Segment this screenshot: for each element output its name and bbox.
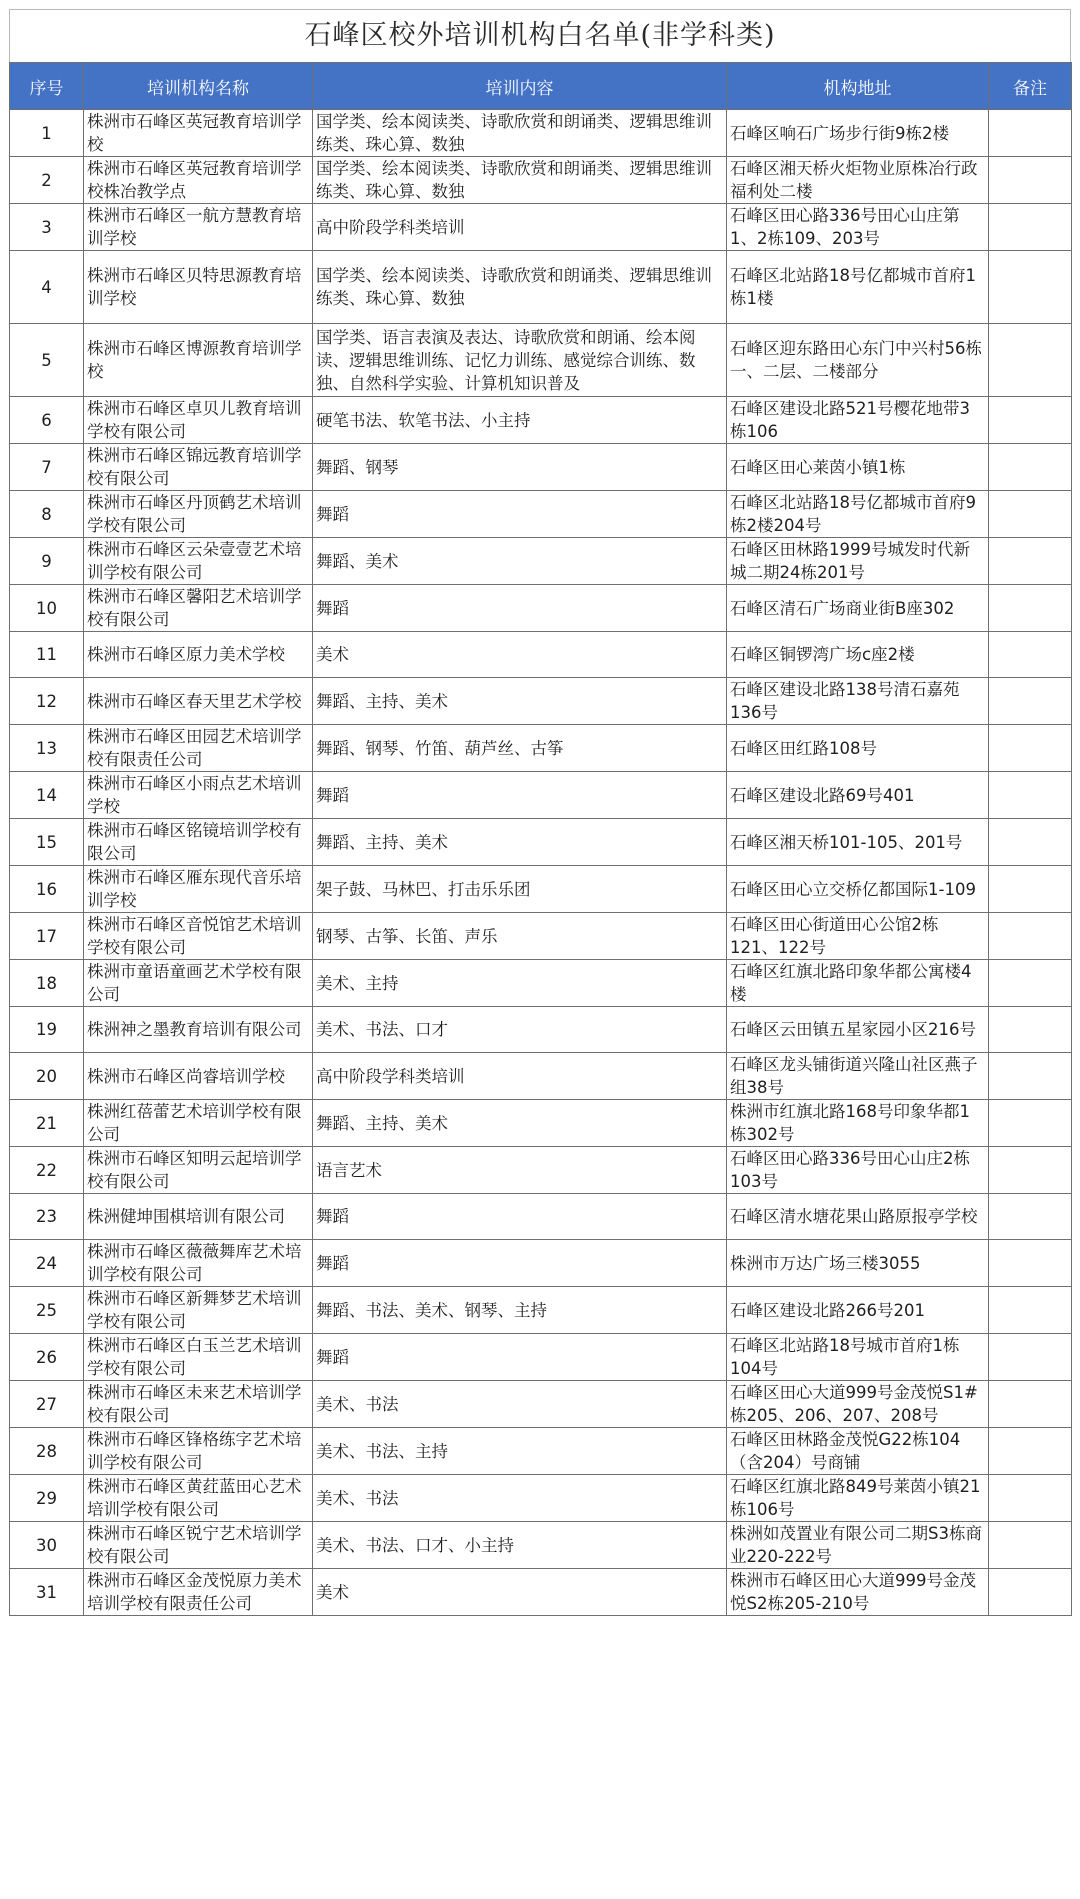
cell-address: 石峰区红旗北路849号莱茵小镇21栋106号 <box>727 1475 989 1522</box>
cell-no: 20 <box>10 1053 84 1100</box>
cell-address: 石峰区田心大道999号金茂悦S1#栋205、206、207、208号 <box>727 1381 989 1428</box>
cell-name: 株洲市石峰区知明云起培训学校有限公司 <box>84 1147 313 1194</box>
cell-note <box>989 866 1072 913</box>
cell-no: 9 <box>10 538 84 585</box>
cell-name: 株洲市石峰区馨阳艺术培训学校有限公司 <box>84 585 313 632</box>
table-row <box>10 725 1072 772</box>
cell-note <box>989 1475 1072 1522</box>
cell-address: 石峰区建设北路69号401 <box>727 772 989 819</box>
cell-content: 舞蹈 <box>313 1240 727 1287</box>
cell-address: 石峰区响石广场步行街9栋2楼 <box>727 110 989 157</box>
cell-name: 株洲市童语童画艺术学校有限公司 <box>84 960 313 1007</box>
cell-address: 石峰区建设北路266号201 <box>727 1287 989 1334</box>
cell-no: 7 <box>10 444 84 491</box>
cell-no: 12 <box>10 678 84 725</box>
cell-content: 舞蹈 <box>313 491 727 538</box>
cell-no: 31 <box>10 1569 84 1616</box>
cell-content: 美术、书法、口才 <box>313 1007 727 1053</box>
cell-note <box>989 1287 1072 1334</box>
column-header-name: 培训机构名称 <box>84 63 313 110</box>
cell-note <box>989 585 1072 632</box>
cell-content: 国学类、绘本阅读类、诗歌欣赏和朗诵类、逻辑思维训练类、珠心算、数独 <box>313 110 727 157</box>
cell-no: 22 <box>10 1147 84 1194</box>
table-row <box>10 1334 1072 1381</box>
cell-content: 美术 <box>313 632 727 678</box>
cell-note <box>989 251 1072 324</box>
cell-name: 株洲市石峰区白玉兰艺术培训学校有限公司 <box>84 1334 313 1381</box>
cell-name: 株洲市石峰区金茂悦原力美术培训学校有限责任公司 <box>84 1569 313 1616</box>
cell-note <box>989 1240 1072 1287</box>
cell-name: 株洲市石峰区博源教育培训学校 <box>84 324 313 397</box>
table-row <box>10 1147 1072 1194</box>
cell-content: 硬笔书法、软笔书法、小主持 <box>313 397 727 444</box>
table-row <box>10 819 1072 866</box>
cell-no: 30 <box>10 1522 84 1569</box>
cell-address: 石峰区田红路108号 <box>727 725 989 772</box>
cell-note <box>989 1194 1072 1240</box>
cell-content: 舞蹈、钢琴、竹笛、葫芦丝、古筝 <box>313 725 727 772</box>
cell-content: 国学类、语言表演及表达、诗歌欣赏和朗诵、绘本阅读、逻辑思维训练、记忆力训练、感觉综合训练、数独、自然科学实验、计算机知识普及 <box>313 324 727 397</box>
cell-address: 石峰区田心路336号田心山庄第1、2栋109、203号 <box>727 204 989 251</box>
cell-content: 舞蹈 <box>313 1334 727 1381</box>
cell-no: 18 <box>10 960 84 1007</box>
cell-address: 石峰区建设北路521号樱花地带3栋106 <box>727 397 989 444</box>
cell-content: 舞蹈、美术 <box>313 538 727 585</box>
cell-note <box>989 1428 1072 1475</box>
table-row <box>10 1287 1072 1334</box>
cell-address: 石峰区田心莱茵小镇1栋 <box>727 444 989 491</box>
cell-note <box>989 1334 1072 1381</box>
cell-no: 4 <box>10 251 84 324</box>
cell-address: 石峰区迎东路田心东门中兴村56栋一、二层、二楼部分 <box>727 324 989 397</box>
cell-note <box>989 204 1072 251</box>
table-row <box>10 585 1072 632</box>
cell-note <box>989 491 1072 538</box>
cell-content: 美术、书法 <box>313 1475 727 1522</box>
cell-address: 石峰区龙头铺街道兴隆山社区燕子组38号 <box>727 1053 989 1100</box>
cell-address: 石峰区北站路18号亿都城市首府1栋1楼 <box>727 251 989 324</box>
cell-note <box>989 444 1072 491</box>
cell-address: 石峰区田心路336号田心山庄2栋103号 <box>727 1147 989 1194</box>
cell-no: 21 <box>10 1100 84 1147</box>
table-row <box>10 110 1072 157</box>
cell-no: 23 <box>10 1194 84 1240</box>
cell-content: 高中阶段学科类培训 <box>313 1053 727 1100</box>
cell-content: 舞蹈、主持、美术 <box>313 678 727 725</box>
cell-name: 株洲市石峰区云朵壹壹艺术培训学校有限公司 <box>84 538 313 585</box>
column-header-content: 培训内容 <box>313 63 727 110</box>
table-row <box>10 1100 1072 1147</box>
cell-address: 石峰区北站路18号亿都城市首府9栋2楼204号 <box>727 491 989 538</box>
whitelist-table <box>9 62 1072 1616</box>
cell-no: 29 <box>10 1475 84 1522</box>
cell-name: 株洲市石峰区贝特思源教育培训学校 <box>84 251 313 324</box>
table-body <box>10 110 1072 1616</box>
cell-name: 株洲市石峰区薇薇舞库艺术培训学校有限公司 <box>84 1240 313 1287</box>
cell-name: 株洲市石峰区雁东现代音乐培训学校 <box>84 866 313 913</box>
cell-note <box>989 1381 1072 1428</box>
cell-name: 株洲市石峰区一航方慧教育培训学校 <box>84 204 313 251</box>
table-row <box>10 1428 1072 1475</box>
table-row <box>10 866 1072 913</box>
cell-no: 27 <box>10 1381 84 1428</box>
cell-content: 舞蹈、钢琴 <box>313 444 727 491</box>
cell-no: 5 <box>10 324 84 397</box>
cell-address: 石峰区田林路金茂悦G22栋104（含204）号商铺 <box>727 1428 989 1475</box>
table-row <box>10 1240 1072 1287</box>
cell-name: 株洲市石峰区春天里艺术学校 <box>84 678 313 725</box>
cell-content: 美术、书法、主持 <box>313 1428 727 1475</box>
cell-note <box>989 1522 1072 1569</box>
cell-note <box>989 110 1072 157</box>
cell-note <box>989 324 1072 397</box>
cell-name: 株洲市石峰区锦远教育培训学校有限公司 <box>84 444 313 491</box>
cell-address: 石峰区清石广场商业街B座302 <box>727 585 989 632</box>
cell-address: 石峰区铜锣湾广场c座2楼 <box>727 632 989 678</box>
table-row <box>10 913 1072 960</box>
table-row <box>10 397 1072 444</box>
cell-note <box>989 913 1072 960</box>
cell-no: 24 <box>10 1240 84 1287</box>
cell-content: 美术、主持 <box>313 960 727 1007</box>
table-row <box>10 444 1072 491</box>
cell-content: 美术、书法 <box>313 1381 727 1428</box>
table-row <box>10 491 1072 538</box>
cell-content: 舞蹈、书法、美术、钢琴、主持 <box>313 1287 727 1334</box>
cell-no: 11 <box>10 632 84 678</box>
table-row <box>10 1194 1072 1240</box>
cell-no: 19 <box>10 1007 84 1053</box>
cell-name: 株洲市石峰区英冠教育培训学校株冶教学点 <box>84 157 313 204</box>
sheet-title: 石峰区校外培训机构白名单(非学科类) <box>9 9 1071 62</box>
cell-address: 石峰区清水塘花果山路原报亭学校 <box>727 1194 989 1240</box>
cell-note <box>989 819 1072 866</box>
cell-no: 6 <box>10 397 84 444</box>
cell-note <box>989 1007 1072 1053</box>
cell-content: 舞蹈 <box>313 585 727 632</box>
cell-name: 株洲神之墨教育培训有限公司 <box>84 1007 313 1053</box>
cell-address: 石峰区田林路1999号城发时代新城二期24栋201号 <box>727 538 989 585</box>
cell-no: 28 <box>10 1428 84 1475</box>
cell-content: 舞蹈 <box>313 1194 727 1240</box>
column-header-no: 序号 <box>10 63 84 110</box>
cell-name: 株洲市石峰区铭镜培训学校有限公司 <box>84 819 313 866</box>
cell-address: 石峰区云田镇五星家园小区216号 <box>727 1007 989 1053</box>
cell-address: 石峰区湘天桥火炬物业原株冶行政福利处二楼 <box>727 157 989 204</box>
column-header-note: 备注 <box>989 63 1072 110</box>
cell-no: 17 <box>10 913 84 960</box>
cell-name: 株洲市石峰区田园艺术培训学校有限责任公司 <box>84 725 313 772</box>
cell-note <box>989 157 1072 204</box>
cell-address: 石峰区湘天桥101-105、201号 <box>727 819 989 866</box>
cell-content: 舞蹈、主持、美术 <box>313 1100 727 1147</box>
cell-name: 株洲市石峰区丹顶鹤艺术培训学校有限公司 <box>84 491 313 538</box>
table-row <box>10 678 1072 725</box>
table-row <box>10 1381 1072 1428</box>
cell-note <box>989 678 1072 725</box>
table-row <box>10 157 1072 204</box>
cell-no: 13 <box>10 725 84 772</box>
cell-content: 钢琴、古筝、长笛、声乐 <box>313 913 727 960</box>
cell-no: 1 <box>10 110 84 157</box>
table-row <box>10 1522 1072 1569</box>
whitelist-sheet <box>9 9 1071 1616</box>
table-row <box>10 538 1072 585</box>
cell-name: 株洲市石峰区黄荭蓝田心艺术培训学校有限公司 <box>84 1475 313 1522</box>
cell-no: 26 <box>10 1334 84 1381</box>
cell-content: 语言艺术 <box>313 1147 727 1194</box>
table-row <box>10 632 1072 678</box>
cell-no: 15 <box>10 819 84 866</box>
table-row <box>10 1053 1072 1100</box>
cell-note <box>989 538 1072 585</box>
cell-no: 25 <box>10 1287 84 1334</box>
cell-content: 国学类、绘本阅读类、诗歌欣赏和朗诵类、逻辑思维训练类、珠心算、数独 <box>313 157 727 204</box>
cell-no: 3 <box>10 204 84 251</box>
cell-note <box>989 1100 1072 1147</box>
cell-address: 石峰区田心街道田心公馆2栋121、122号 <box>727 913 989 960</box>
table-row <box>10 204 1072 251</box>
cell-no: 8 <box>10 491 84 538</box>
cell-name: 株洲市石峰区音悦馆艺术培训学校有限公司 <box>84 913 313 960</box>
cell-name: 株洲市石峰区尚睿培训学校 <box>84 1053 313 1100</box>
cell-name: 株洲市石峰区新舞梦艺术培训学校有限公司 <box>84 1287 313 1334</box>
cell-content: 高中阶段学科类培训 <box>313 204 727 251</box>
cell-name: 株洲市石峰区锋格练字艺术培训学校有限公司 <box>84 1428 313 1475</box>
cell-name: 株洲健坤围棋培训有限公司 <box>84 1194 313 1240</box>
cell-address: 石峰区田心立交桥亿都国际1-109 <box>727 866 989 913</box>
cell-address: 石峰区建设北路138号清石嘉苑136号 <box>727 678 989 725</box>
cell-note <box>989 397 1072 444</box>
cell-address: 株洲市红旗北路168号印象华都1栋302号 <box>727 1100 989 1147</box>
cell-note <box>989 725 1072 772</box>
cell-name: 株洲市石峰区未来艺术培训学校有限公司 <box>84 1381 313 1428</box>
cell-note <box>989 772 1072 819</box>
cell-content: 舞蹈 <box>313 772 727 819</box>
cell-note <box>989 1147 1072 1194</box>
cell-name: 株洲市石峰区英冠教育培训学校 <box>84 110 313 157</box>
cell-name: 株洲红蓓蕾艺术培训学校有限公司 <box>84 1100 313 1147</box>
cell-content: 美术、书法、口才、小主持 <box>313 1522 727 1569</box>
cell-note <box>989 960 1072 1007</box>
table-row <box>10 324 1072 397</box>
table-header-row <box>10 63 1072 110</box>
table-row <box>10 1475 1072 1522</box>
cell-address: 株洲市万达广场三楼3055 <box>727 1240 989 1287</box>
table-row <box>10 251 1072 324</box>
cell-content: 美术 <box>313 1569 727 1616</box>
cell-name: 株洲市石峰区锐宁艺术培训学校有限公司 <box>84 1522 313 1569</box>
cell-content: 国学类、绘本阅读类、诗歌欣赏和朗诵类、逻辑思维训练类、珠心算、数独 <box>313 251 727 324</box>
cell-no: 10 <box>10 585 84 632</box>
cell-no: 16 <box>10 866 84 913</box>
cell-note <box>989 632 1072 678</box>
cell-content: 舞蹈、主持、美术 <box>313 819 727 866</box>
table-row <box>10 1007 1072 1053</box>
table-row <box>10 772 1072 819</box>
table-row <box>10 960 1072 1007</box>
column-header-address: 机构地址 <box>727 63 989 110</box>
cell-note <box>989 1569 1072 1616</box>
cell-address: 石峰区北站路18号城市首府1栋104号 <box>727 1334 989 1381</box>
cell-address: 株洲如茂置业有限公司二期S3栋商业220-222号 <box>727 1522 989 1569</box>
cell-address: 石峰区红旗北路印象华都公寓楼4楼 <box>727 960 989 1007</box>
cell-no: 2 <box>10 157 84 204</box>
cell-name: 株洲市石峰区小雨点艺术培训学校 <box>84 772 313 819</box>
cell-name: 株洲市石峰区卓贝儿教育培训学校有限公司 <box>84 397 313 444</box>
cell-no: 14 <box>10 772 84 819</box>
cell-address: 株洲市石峰区田心大道999号金茂悦S2栋205-210号 <box>727 1569 989 1616</box>
table-row <box>10 1569 1072 1616</box>
cell-name: 株洲市石峰区原力美术学校 <box>84 632 313 678</box>
cell-content: 架子鼓、马林巴、打击乐乐团 <box>313 866 727 913</box>
cell-note <box>989 1053 1072 1100</box>
